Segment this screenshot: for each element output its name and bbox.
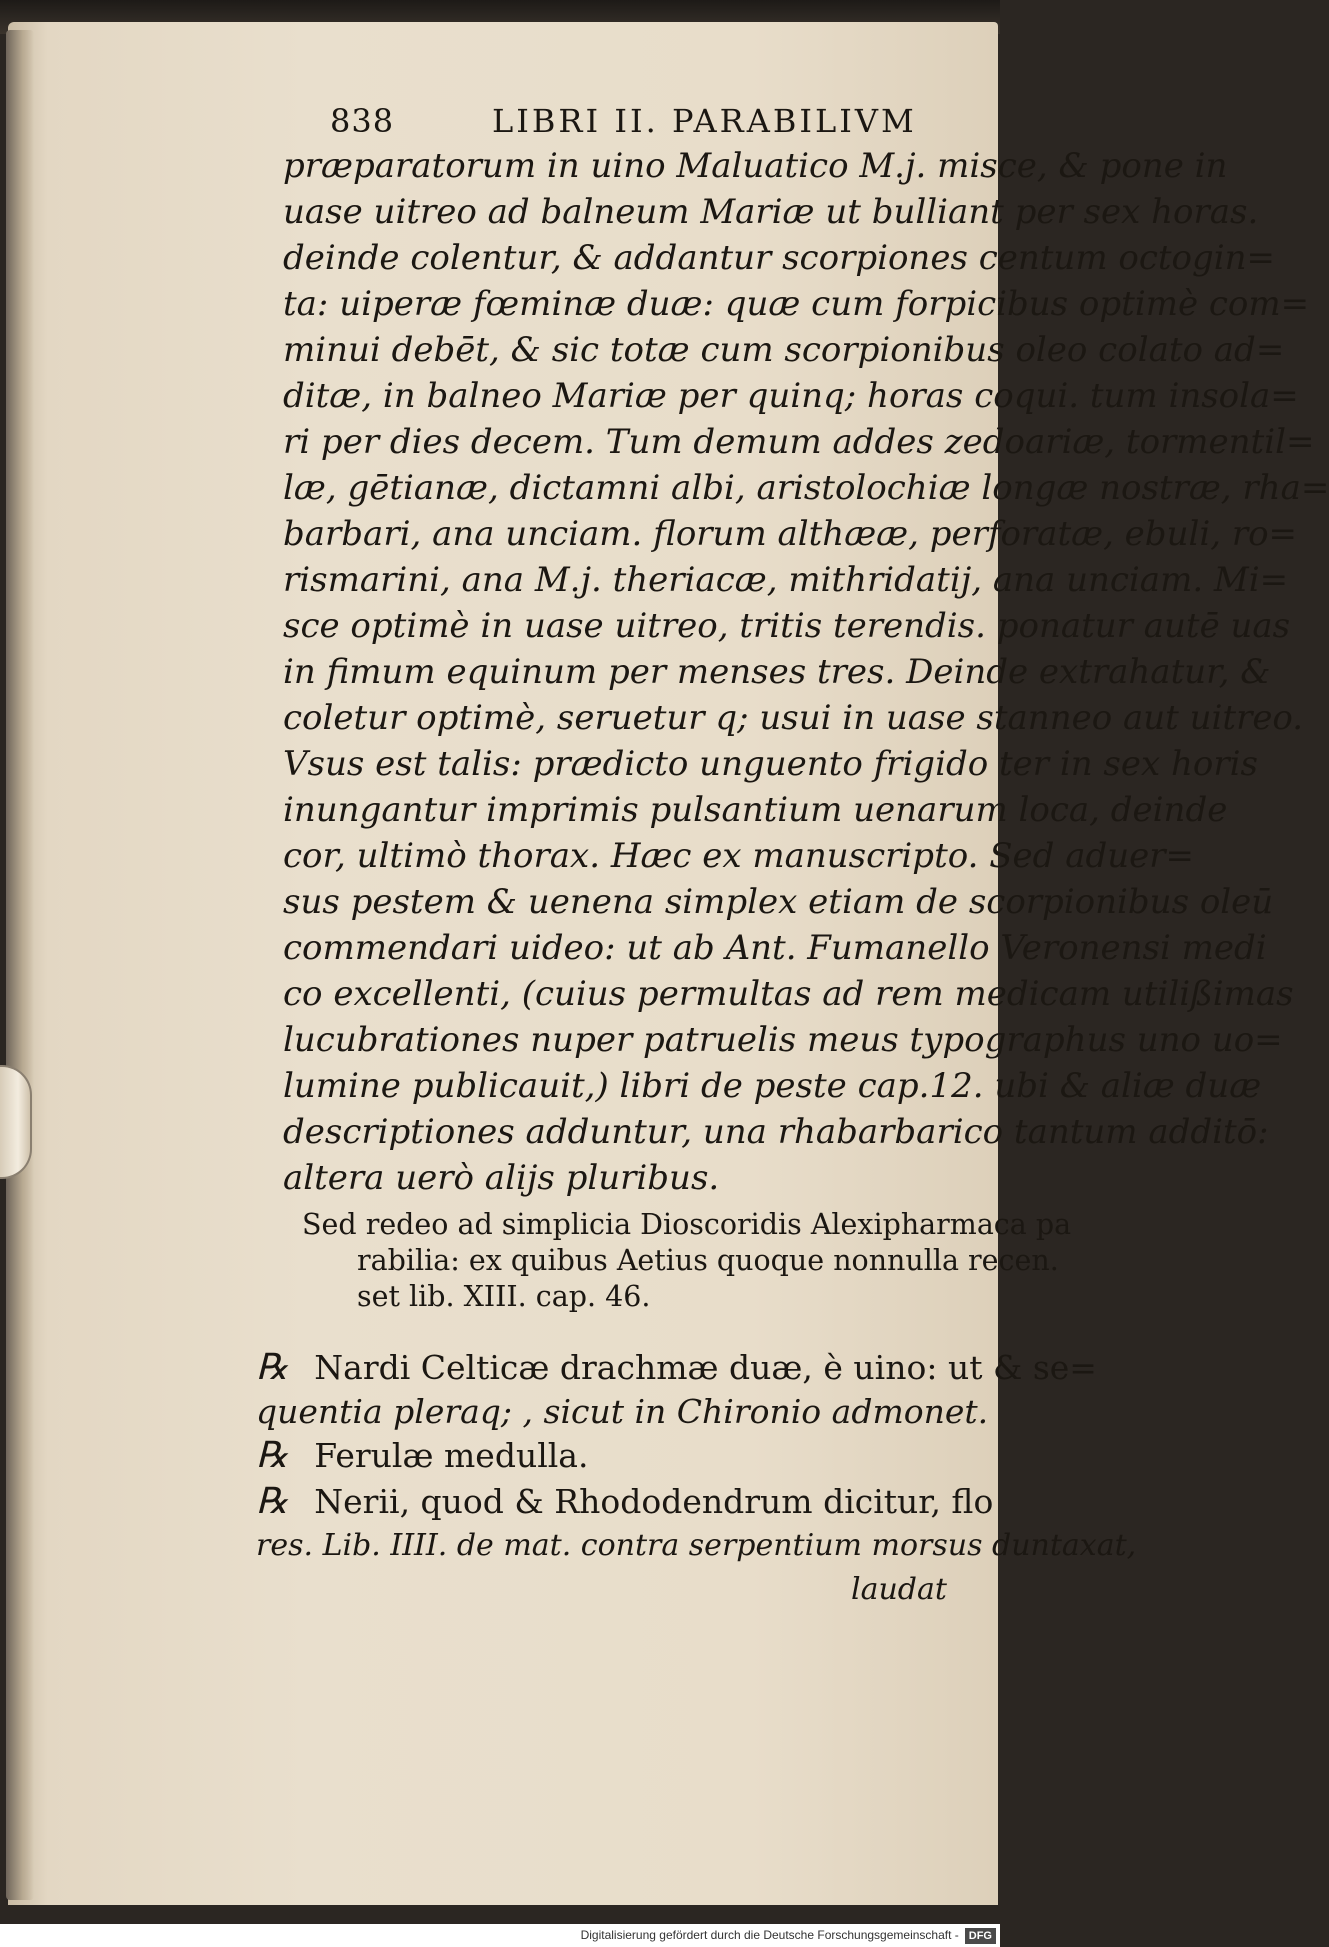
body-line: minui debēt, & sic totæ cum scorpionibus oleo colato ad=: [283, 330, 1285, 370]
digitization-footer: [0, 1924, 1000, 1947]
body-line: barbari, ana unciam. florum althææ, perforatæ, ebuli, ro=: [283, 514, 1298, 554]
body-line: Vsus est talis: prædicto unguento frigido ter in sex horis: [283, 744, 1258, 784]
paragraph-line: Sed redeo ad simplicia Dioscoridis Alexipharmaca pa: [302, 1208, 1072, 1241]
recipe-mark: ℞: [256, 1481, 289, 1522]
body-line: lucubrationes nuper patruelis meus typographus uno uo=: [283, 1020, 1283, 1060]
entry-continuation: quentia pleraq; , sicut in Chironio admonet.: [256, 1392, 989, 1431]
body-line: coletur optimè, seruetur q; usui in uase stanneo aut uitreo.: [283, 698, 1304, 738]
body-line: sce optimè in uase uitreo, tritis terendis. ponatur autē uas: [283, 606, 1291, 646]
body-line: co excellenti, (cuius permultas ad rem medicam utilißimas: [283, 974, 1294, 1014]
book-clasp: [0, 1065, 32, 1179]
scan-background-bottom: [0, 1905, 1000, 1925]
catchword: laudat: [851, 1572, 947, 1607]
body-line: ri per dies decem. Tum demum addes zedoariæ, tormentil=: [283, 422, 1315, 462]
page-number: 838: [330, 102, 395, 140]
dfg-logo: DFG: [965, 1928, 996, 1944]
body-line: ditæ, in balneo Mariæ per quinq; horas coqui. tum insola=: [283, 376, 1299, 416]
body-line: commendari uideo: ut ab Ant. Fumanello Veronensi medi: [283, 928, 1267, 968]
body-line: præparatorum in uino Maluatico M.j. misce, & pone in: [283, 146, 1228, 186]
body-line: ta: uiperæ fœminæ duæ: quæ cum forpicibus optimè com=: [283, 284, 1310, 324]
page-gutter-shadow: [6, 30, 34, 1900]
footer-credit: Digitalisierung gefördert durch die Deutsche Forschungsgemeinschaft -: [580, 1928, 959, 1942]
body-line: deinde colentur, & addantur scorpiones centum octogin=: [283, 238, 1276, 278]
body-line: altera uerò alijs pluribus.: [283, 1158, 720, 1198]
recipe-mark: ℞: [256, 1347, 289, 1388]
entry-continuation: res. Lib. IIII. de mat. contra serpentium morsus duntaxat,: [256, 1528, 1137, 1563]
body-line: inungantur imprimis pulsantium uenarum loca, deinde: [283, 790, 1228, 830]
remedy-entry: [256, 1436, 588, 1476]
body-line: læ, gētianæ, dictamni albi, aristolochiæ longæ nostræ, rha=: [283, 468, 1329, 508]
body-line: rismarini, ana M.j. theriacæ, mithridatij, ana unciam. Mi=: [283, 560, 1289, 600]
remedy-entry: [256, 1482, 993, 1522]
paragraph-line: rabilia: ex quibus Aetius quoque nonnulla recen.: [357, 1244, 1059, 1277]
entry-text: Nardi Celticæ drachmæ duæ, è uino: ut & se=: [314, 1348, 1097, 1387]
entry-text: Nerii, quod & Rhododendrum dicitur, flo: [314, 1482, 994, 1521]
running-title: LIBRI II. PARABILIVM: [492, 102, 917, 140]
recipe-mark: ℞: [256, 1435, 289, 1476]
body-line: cor, ultimò thorax. Hæc ex manuscripto. Sed aduer=: [283, 836, 1194, 876]
body-line: in fimum equinum per menses tres. Deinde extrahatur, &: [283, 652, 1271, 692]
body-line: sus pestem & uenena simplex etiam de scorpionibus oleū: [283, 882, 1274, 922]
body-line: descriptiones adduntur, una rhabarbarico tantum additō:: [283, 1112, 1269, 1152]
entry-text: Ferulæ medulla.: [314, 1436, 589, 1475]
body-line: uase uitreo ad balneum Mariæ ut bulliant per sex horas.: [283, 192, 1259, 232]
remedy-entry: [256, 1348, 1097, 1388]
body-line: lumine publicauit,) libri de peste cap.12. ubi & aliæ duæ: [283, 1066, 1262, 1106]
paragraph-line: set lib. XIII. cap. 46.: [357, 1280, 651, 1313]
